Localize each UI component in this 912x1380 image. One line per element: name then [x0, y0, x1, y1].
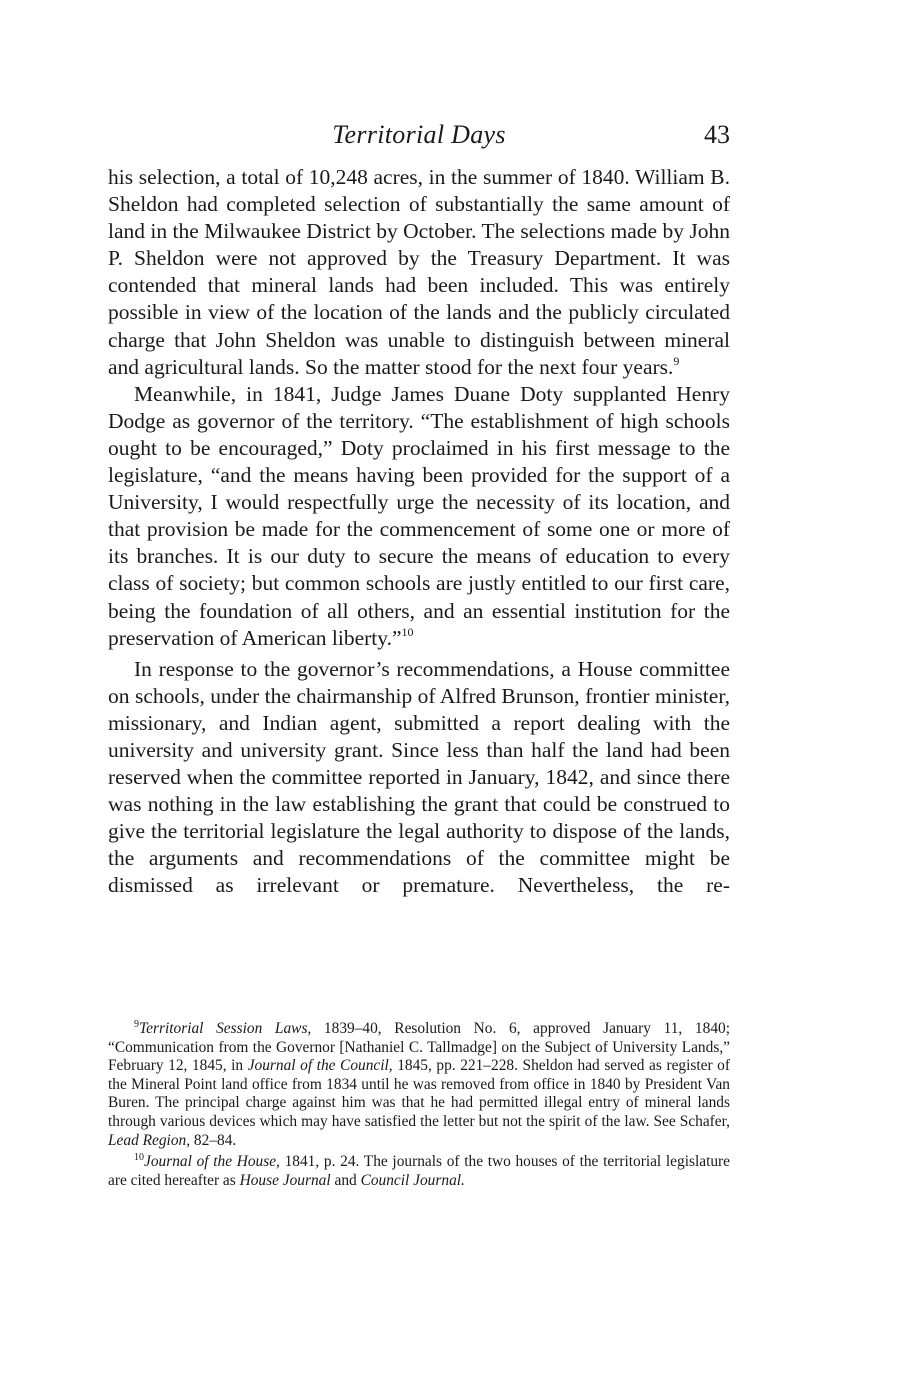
footnote-10-title-3: Council Journal. — [360, 1171, 465, 1189]
footnote-9-title-3: Lead Region, — [108, 1131, 191, 1149]
footnote-10-text-2: and — [330, 1171, 361, 1189]
paragraph-2-text: Meanwhile, in 1841, Judge James Duane Doty supplanted Henry Dodge as governor of the territory. “The establishment of high schools ought to be encouraged,” Doty proclaimed in his first message to the legislature, “and the means having been provided for the support of a University, I would respectfully urge the necessity of its location, and that provision be made for the commencement of some one or more of its branches. It is our duty to secure the means of education to every class of society; but common schools are justly entitled to our first care, being the foundation of all others, and an essential institution for the preservation of American liberty.” — [108, 381, 730, 650]
body-text — [108, 164, 730, 900]
footnote-9-text-1: 1839–40, Resolution No. 6, approved January 11, 1840; “Communication from the Governor [Nathaniel C. Tallmadge] on the Subject of University Lands,” February 12, 1845, in — [108, 1020, 730, 1075]
footnote-10-title-2: House Journal — [239, 1171, 331, 1189]
footnote-9-title-2: Journal of the Council, — [247, 1057, 393, 1075]
running-title: Territorial Days — [332, 120, 506, 149]
footnote-10-marker: 10 — [134, 1152, 144, 1164]
footnotes — [108, 1020, 730, 1190]
page-number: 43 — [704, 120, 730, 149]
paragraph-3-text: In response to the governor’s recommendations, a House committee on schools, under the chairmanship of Alfred Brunson, frontier minister, missionary, and Indian agent, submitted a report dealing with the university and university grant. Since less than half the land had been reserved when the committee reported in January, 1842, and since there was nothing in the law establishing the grant that could be construed to give the territorial legislature the legal authority to dispose of the lands, the arguments and recommendations of the committee might be dismissed as irrelevant or premature. Nevertheless, the re- — [108, 656, 730, 898]
paragraph-2 — [108, 381, 730, 652]
footnote-10-text-1: 1841, p. 24. The journals of the two houses of the territorial legislature are cited hereafter as — [108, 1153, 730, 1189]
footnote-9-text-3: 82–84. — [190, 1131, 237, 1149]
footnote-10-title-1: Journal of the House, — [144, 1153, 280, 1171]
footnote-10 — [108, 1153, 730, 1190]
running-head — [108, 118, 730, 154]
paragraph-3 — [108, 656, 730, 900]
footnote-9-text-2: 1845, pp. 221–228. Sheldon had served as register of the Mineral Point land office from 1834 until he was removed from office in 1840 by President Van Buren. The principal charge against him was that he had permitted illegal entry of mineral lands through various devices which may have satisfied the letter but not the spirit of the law. See Schafer, — [108, 1057, 730, 1130]
footnote-9-marker: 9 — [134, 1019, 139, 1030]
paragraph-1-text: his selection, a total of 10,248 acres, in the summer of 1840. William B. Sheldon had completed selection of substantially the same amount of land in the Milwaukee District by October. The selections made by John P. Sheldon were not approved by the Treasury Department. It was contended that mineral lands had been included. This was entirely possible in view of the location of the lands and the publicly circulated charge that John Sheldon was unable to distinguish between mineral and agricultural lands. So the matter stood for the next four years. — [108, 165, 730, 379]
paragraph-1 — [108, 164, 730, 381]
footnote-ref-10: 10 — [401, 624, 414, 639]
footnote-ref-9: 9 — [673, 353, 680, 368]
footnote-9 — [108, 1020, 730, 1150]
footnote-9-title-1: Territorial Session Laws, — [139, 1020, 312, 1037]
